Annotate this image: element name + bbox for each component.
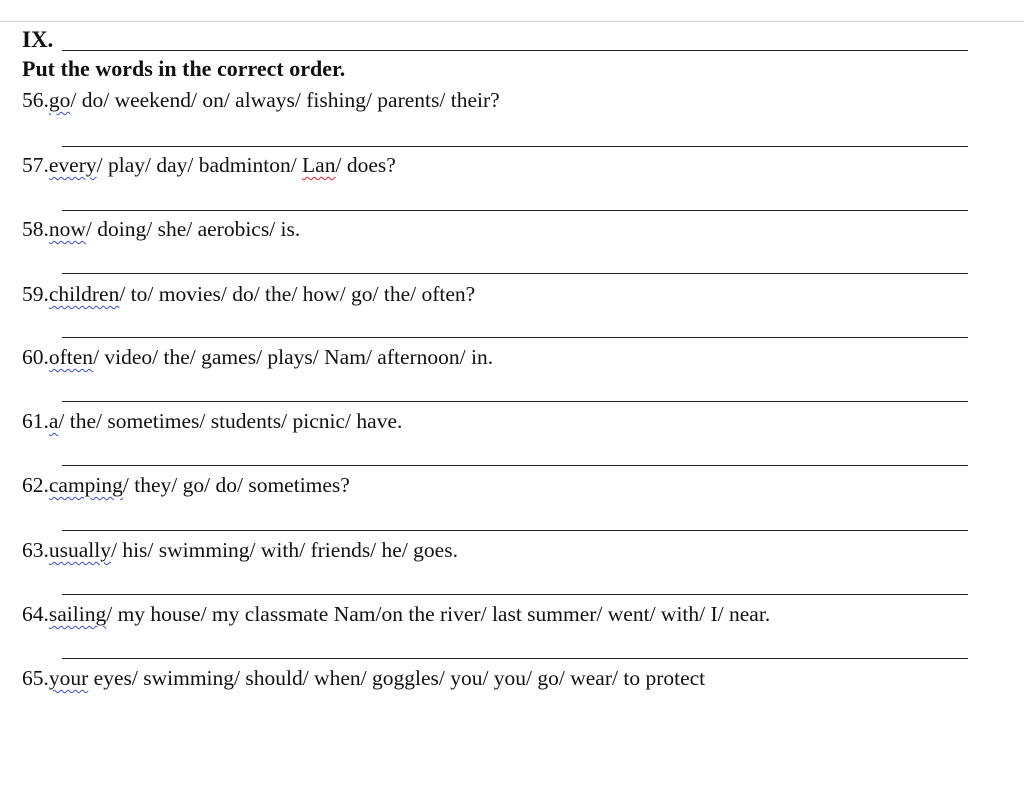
question-58 xyxy=(22,215,300,243)
answer-line-57[interactable] xyxy=(62,210,968,211)
question-first-word: camping xyxy=(48,473,123,497)
question-number: 61. xyxy=(22,409,49,433)
question-first-word: now xyxy=(48,217,86,241)
question-number: 60. xyxy=(22,345,49,369)
question-59 xyxy=(22,280,475,308)
question-words: / my house/ my classmate Nam/on the river/ last summer/ went/ with/ I/ near. xyxy=(106,602,771,626)
answer-line-63[interactable] xyxy=(62,594,968,595)
question-number: 59. xyxy=(22,282,49,306)
question-62 xyxy=(22,471,350,499)
question-56 xyxy=(22,86,500,114)
answer-line-60[interactable] xyxy=(62,401,968,402)
answer-line-64[interactable] xyxy=(62,658,968,659)
question-63 xyxy=(22,536,458,564)
question-first-word: usually xyxy=(48,538,111,562)
question-words: eyes/ swimming/ should/ when/ goggles/ you/ you/ go/ wear/ to protect xyxy=(88,666,706,690)
question-first-word: your xyxy=(48,666,89,690)
question-number: 56. xyxy=(22,88,49,112)
page-top-divider xyxy=(0,21,1024,22)
answer-line-62[interactable] xyxy=(62,530,968,531)
question-first-word: children xyxy=(48,282,120,306)
question-words: / the/ sometimes/ students/ picnic/ have. xyxy=(58,409,403,433)
instruction-text: Put the words in the correct order. xyxy=(22,56,346,81)
question-words: / doing/ she/ aerobics/ is. xyxy=(85,217,301,241)
question-57 xyxy=(22,151,396,179)
question-65 xyxy=(22,664,705,692)
spellcheck-word: Lan xyxy=(302,153,336,177)
question-first-word: a xyxy=(48,409,59,433)
question-number: 65. xyxy=(22,666,49,690)
answer-line-56[interactable] xyxy=(62,146,968,147)
question-number: 64. xyxy=(22,602,49,626)
question-first-word: go xyxy=(48,88,71,112)
answer-line-61[interactable] xyxy=(62,465,968,466)
question-number: 58. xyxy=(22,217,49,241)
question-number: 62. xyxy=(22,473,49,497)
question-60 xyxy=(22,343,493,371)
question-words: / play/ day/ badminton/ xyxy=(96,153,303,177)
section-label: IX. xyxy=(22,27,54,52)
question-number: 63. xyxy=(22,538,49,562)
question-first-word: sailing xyxy=(48,602,107,626)
answer-line-59[interactable] xyxy=(62,337,968,338)
question-words-end: / does? xyxy=(335,153,396,177)
question-words: / video/ the/ games/ plays/ Nam/ afternoon/ in. xyxy=(93,345,494,369)
question-61 xyxy=(22,407,402,435)
question-first-word: often xyxy=(48,345,94,369)
question-words: / do/ weekend/ on/ always/ fishing/ parents/ their? xyxy=(70,88,500,112)
question-words: / his/ swimming/ with/ friends/ he/ goes. xyxy=(110,538,458,562)
question-words: / they/ go/ do/ sometimes? xyxy=(122,473,350,497)
section-title-line xyxy=(62,50,968,51)
question-words: / to/ movies/ do/ the/ how/ go/ the/ often? xyxy=(119,282,476,306)
question-64 xyxy=(22,600,770,628)
question-number: 57. xyxy=(22,153,49,177)
question-first-word: every xyxy=(48,153,97,177)
answer-line-58[interactable] xyxy=(62,273,968,274)
